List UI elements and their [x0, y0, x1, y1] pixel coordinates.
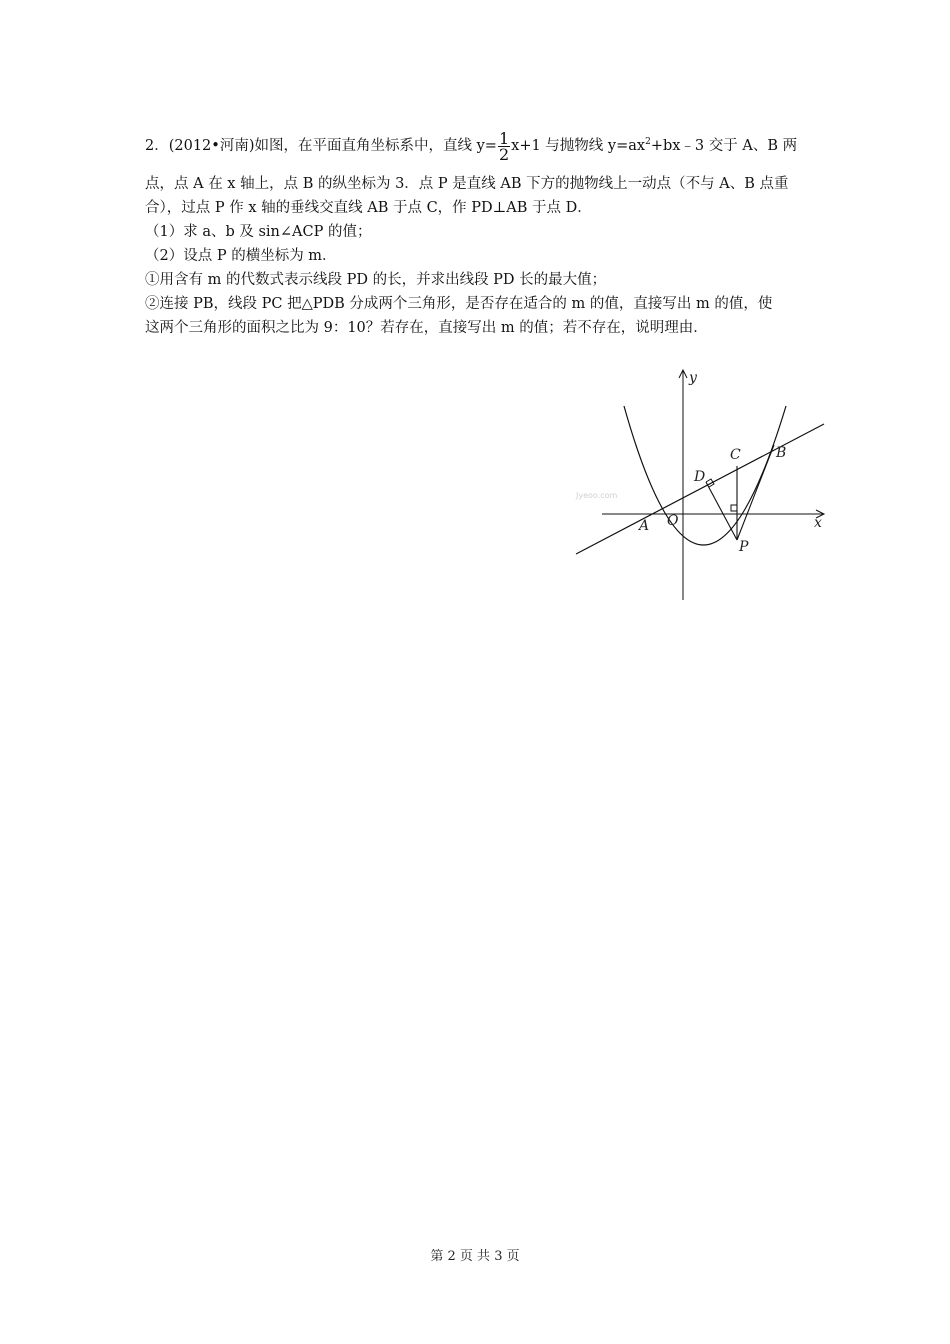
- fraction-one-half: [498, 128, 510, 164]
- problem-text: [145, 128, 813, 340]
- label-o: O: [667, 513, 679, 529]
- label-x: x: [814, 515, 822, 531]
- problem-line-2: 点，点 A 在 x 轴上，点 B 的纵坐标为 3．点 P 是直线 AB 下方的抛物线上一动点（不与 A、B 点重: [145, 176, 789, 192]
- exponent: 2: [645, 137, 651, 147]
- label-d: D: [694, 469, 706, 485]
- label-p: P: [739, 539, 749, 555]
- problem-line-1-head: 2．(2012•河南)如图，在平面直角坐标系中，直线 y=: [145, 138, 497, 154]
- geometry-figure: [572, 364, 830, 602]
- right-angle-mark-c: [731, 505, 737, 511]
- question-2-part-1: ①用含有 m 的代数式表示线段 PD 的长，并求出线段 PD 长的最大值；: [145, 272, 607, 288]
- question-2-part-2-line-1: ②连接 PB，线段 PC 把△PDB 分成两个三角形，是否存在适合的 m 的值，直接写出 m 的值，使: [145, 296, 773, 312]
- label-c: C: [730, 447, 741, 463]
- problem-line-1: [145, 128, 813, 172]
- problem-line-1-mid: x+1 与抛物线 y=ax: [511, 138, 646, 154]
- question-2: （2）设点 P 的横坐标为 m．: [145, 248, 337, 264]
- line-ab: [576, 424, 824, 554]
- problem-line-1-tail: +bx﹣3 交于 A、B 两: [650, 138, 798, 154]
- fraction-numerator: 1: [498, 128, 510, 148]
- question-1: （1）求 a、b 及 sin∠ACP 的值；: [145, 224, 372, 240]
- label-b: B: [776, 445, 787, 461]
- watermark: Jyeoo.com: [576, 491, 618, 500]
- label-a: A: [639, 518, 650, 534]
- figure-svg: [572, 364, 830, 602]
- label-y: y: [689, 370, 697, 386]
- problem-line-3: 合），过点 P 作 x 轴的垂线交直线 AB 于点 C，作 PD⊥AB 于点 D．: [145, 200, 592, 216]
- question-2-part-2-line-2: 这两个三角形的面积之比为 9：10？若存在，直接写出 m 的值；若不存在，说明理由．: [145, 320, 708, 336]
- fraction-denominator: 2: [498, 144, 510, 164]
- page-footer: 第 2 页 共 3 页: [430, 1249, 520, 1264]
